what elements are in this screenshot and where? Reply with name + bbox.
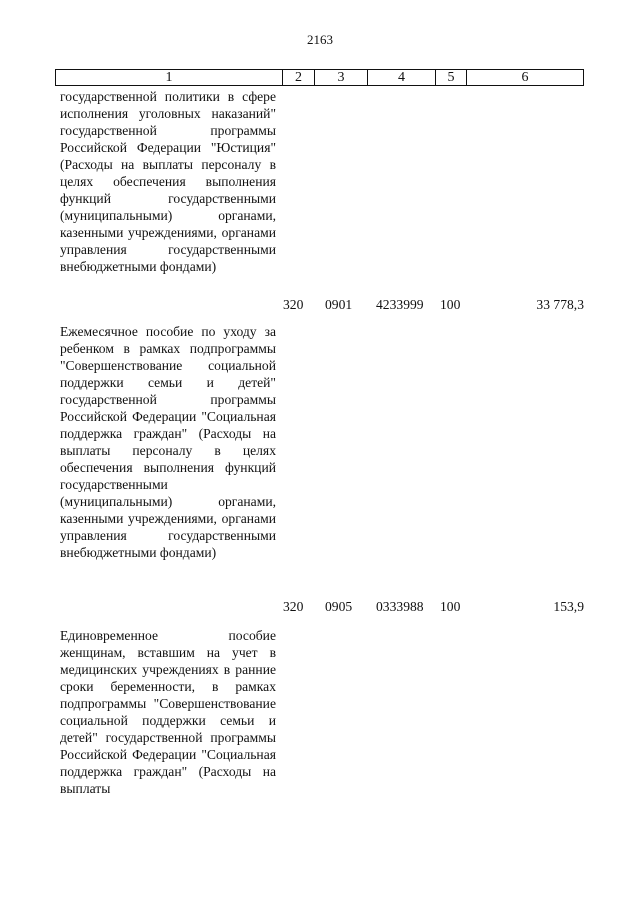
column-header-1: 1 — [165, 70, 173, 85]
table-cell-expense-type: 100 — [440, 599, 461, 614]
table-cell-sum: 153,9 — [553, 599, 584, 614]
table-cell-ved: 320 — [283, 599, 304, 614]
column-header-2: 2 — [282, 70, 314, 85]
table-cell-section: 0901 — [325, 297, 353, 312]
table-cell-ved: 320 — [283, 297, 304, 312]
table-row-description: Ежемесячное пособие по уходу за ребенком в рамках подпрограммы "Совершенствование социальной поддержки семьи и детей" государственной программы Российской Федерации "Социальная поддержка граждан" (Расходы на выплаты персоналу в целях обеспечения выполнения функций государственными (муниципальными) органами, казенными учреждениями, органами управления государственными внебюджетными фондами) — [60, 324, 276, 560]
column-header-5: 5 — [435, 70, 466, 85]
table-cell-target-article: 0333988 — [376, 599, 424, 614]
table-row-description: государственной политики в сфере исполнения уголовных наказаний" государственной программы Российской Федерации "Юстиция" (Расходы на выплаты персоналу в целях обеспечения выполнения функций государственными (муниципальными) органами, казенными учреждениями, органами управления государственными внебюджетными фондами) — [60, 89, 276, 274]
column-header-3: 3 — [314, 70, 367, 85]
table-row-description: Единовременное пособие женщинам, вставшим на учет в медицинских учреждениях в ранние сроки беременности, в рамках подпрограммы "Совершенствование социальной поддержки семьи и детей" государственной программы Российской Федерации "Социальная поддержка граждан" (Расходы на выплаты — [60, 628, 276, 796]
table-cell-section: 0905 — [325, 599, 353, 614]
page-number: 2163 — [307, 32, 333, 47]
table-cell-sum: 33 778,3 — [536, 297, 584, 312]
column-header-4: 4 — [367, 70, 435, 85]
table-cell-target-article: 4233999 — [376, 297, 424, 312]
table-cell-expense-type: 100 — [440, 297, 461, 312]
table-header-row — [55, 69, 584, 86]
column-header-6: 6 — [466, 70, 583, 85]
